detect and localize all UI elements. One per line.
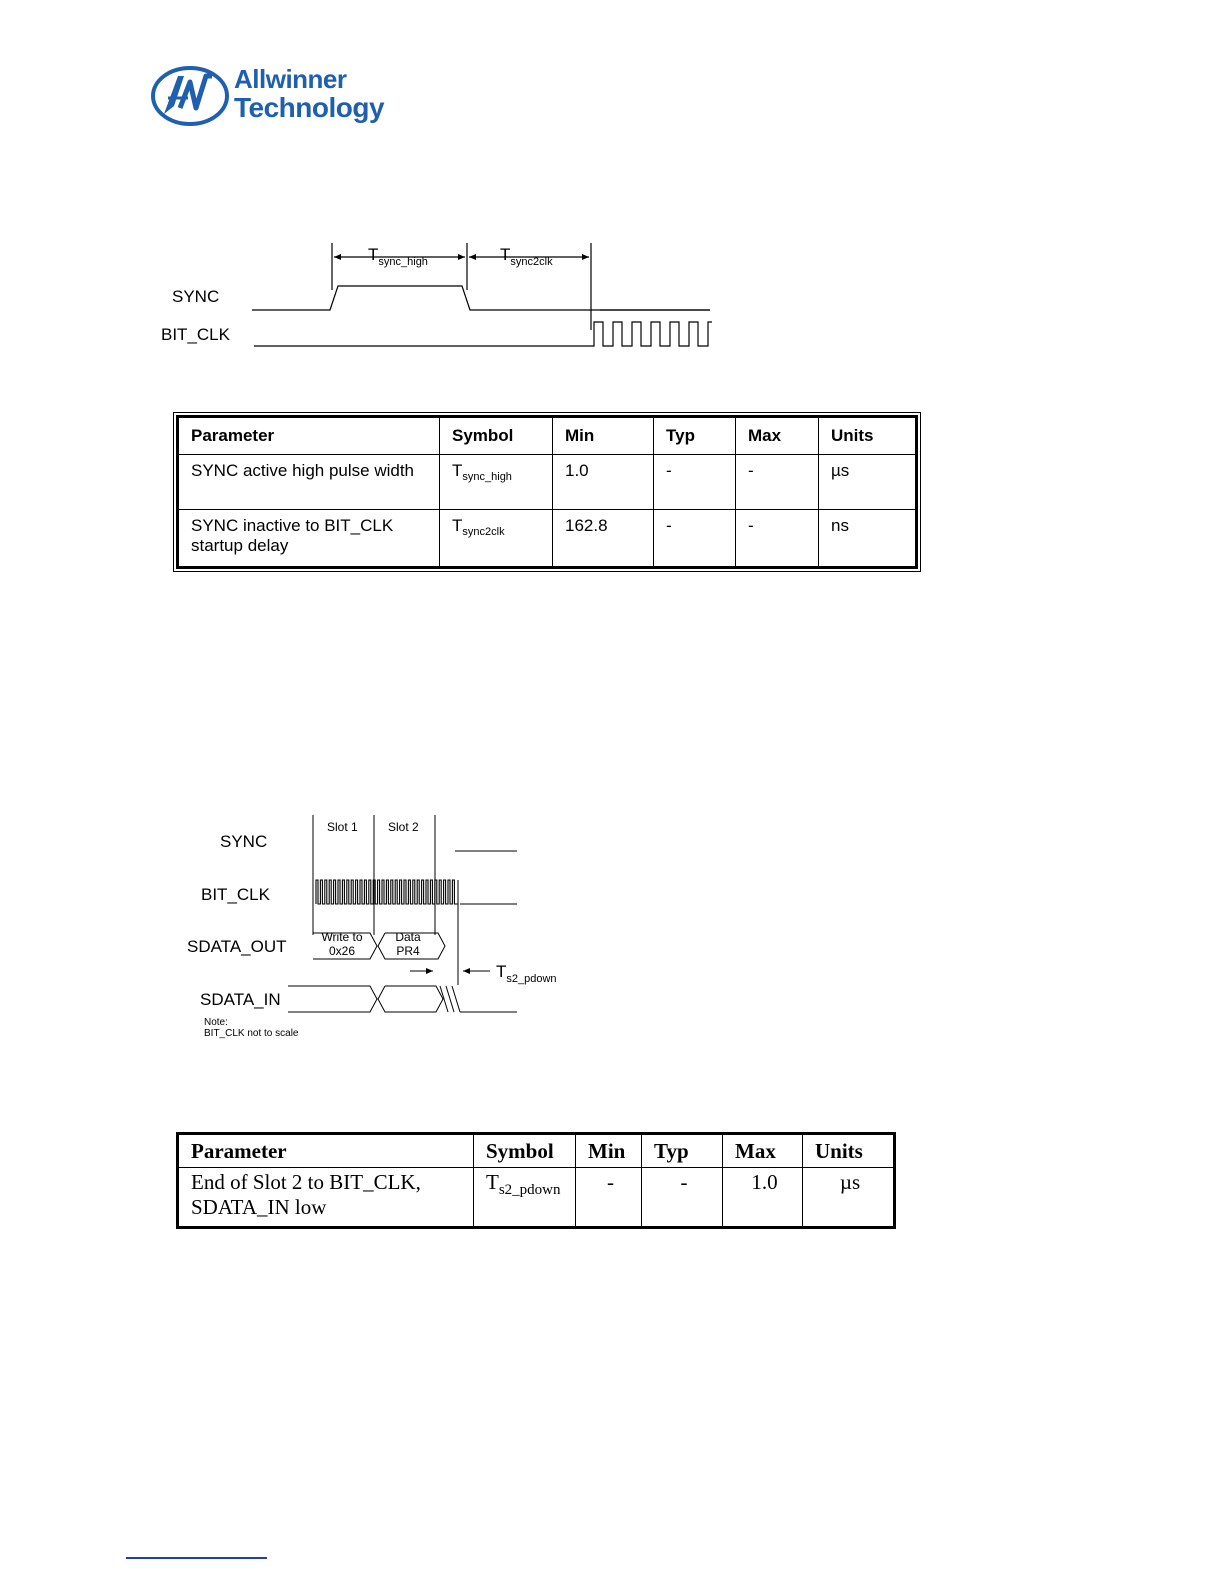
signal-label-sdata-in: SDATA_IN xyxy=(200,990,281,1009)
cell-max: - xyxy=(736,455,819,510)
table-header-row xyxy=(179,1135,893,1168)
cell-max: - xyxy=(736,510,819,566)
column-header: Min xyxy=(553,418,654,455)
cell-parameter: End of Slot 2 to BIT_CLK, SDATA_IN low xyxy=(179,1168,474,1226)
cell-parameter: SYNC inactive to BIT_CLK startup delay xyxy=(179,510,440,566)
timing-label-s2-pdown: $T_{s2\_pdown}$ xyxy=(496,962,557,985)
slot-1-label: Slot 1 xyxy=(327,820,358,834)
column-header: Typ xyxy=(642,1135,723,1168)
signal-label-bit-clk: BIT_CLK xyxy=(201,885,270,904)
cell-min: 162.8 xyxy=(553,510,654,566)
cell-symbol: $T_{sync2clk}$ xyxy=(440,510,553,566)
cell-typ: - xyxy=(654,455,736,510)
column-header: Typ xyxy=(654,418,736,455)
slot-2-label: Slot 2 xyxy=(388,820,419,834)
timing-label-sync-high: $T_{sync\_high}$ xyxy=(368,245,428,268)
footer-link-underline[interactable] xyxy=(126,1557,267,1559)
data-label: Data PR4 xyxy=(395,930,421,958)
column-header: Units xyxy=(803,1135,893,1168)
logo-text-line1: Allwinner xyxy=(234,64,347,94)
column-header: Parameter xyxy=(179,418,440,455)
column-header: Max xyxy=(736,418,819,455)
column-header: Units xyxy=(819,418,915,455)
cell-symbol: $T_{s2\_pdown}$ xyxy=(474,1168,576,1226)
cell-units: ns xyxy=(831,516,849,535)
column-header: Max xyxy=(723,1135,803,1168)
signal-label-sync: SYNC xyxy=(220,832,268,851)
signal-label-sync: SYNC xyxy=(172,287,220,306)
column-header: Symbol xyxy=(440,418,553,455)
logo-text-line2: Technology xyxy=(234,92,385,123)
column-header: Parameter xyxy=(179,1135,474,1168)
timing-table-powerdown xyxy=(176,1132,896,1229)
column-header: Min xyxy=(576,1135,642,1168)
column-header: Symbol xyxy=(474,1135,576,1168)
signal-label-sdata-out: SDATA_OUT xyxy=(187,937,287,956)
diagram-note: Note: BIT_CLK not to scale xyxy=(204,1017,299,1039)
bit-clk-pulses xyxy=(316,880,458,904)
write-label: Write to 0x26 xyxy=(321,930,363,958)
cell-min: - xyxy=(576,1168,642,1226)
bit-clk-pulse-train xyxy=(316,880,458,904)
cell-units: µs xyxy=(839,1170,861,1194)
cell-typ: - xyxy=(654,510,736,566)
cell-parameter: SYNC active high pulse width xyxy=(179,455,440,510)
cell-min: 1.0 xyxy=(553,455,654,510)
cell-units: µs xyxy=(819,455,915,510)
signal-label-bit-clk: BIT_CLK xyxy=(161,325,230,344)
cell-max: 1.0 xyxy=(723,1168,803,1226)
cell-typ: - xyxy=(642,1168,723,1226)
timing-label-sync2clk: $T_{sync2clk}$ xyxy=(500,245,553,268)
cell-symbol: $T_{sync\_high}$ xyxy=(440,455,553,510)
table-row xyxy=(179,1168,893,1226)
